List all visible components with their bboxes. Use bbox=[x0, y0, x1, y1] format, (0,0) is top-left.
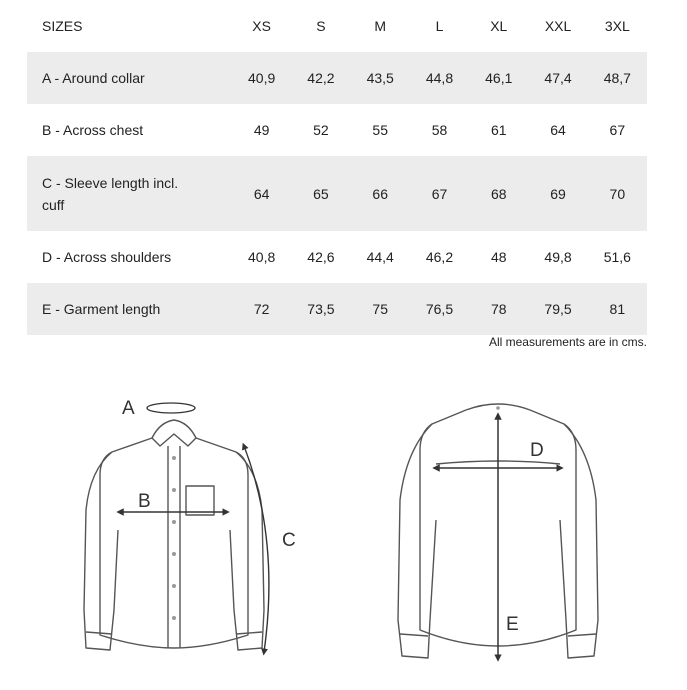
cell-value: 69 bbox=[550, 185, 566, 202]
table-row bbox=[27, 283, 647, 335]
cell-value: 67 bbox=[431, 185, 448, 202]
cell-value: 75 bbox=[372, 301, 388, 317]
label-e: E bbox=[506, 614, 519, 635]
cell-value: 66 bbox=[372, 185, 388, 202]
cell-value: 48 bbox=[490, 249, 507, 265]
cell-value: 44,8 bbox=[425, 70, 454, 86]
label-a: A bbox=[122, 398, 135, 419]
cell-value: 49 bbox=[253, 122, 270, 138]
label-c: C bbox=[282, 530, 296, 551]
cell-value: 68 bbox=[490, 185, 507, 202]
shirt-measurement-diagram bbox=[0, 380, 687, 680]
cell-value: 49,8 bbox=[544, 249, 572, 265]
header-xxl: XXL bbox=[544, 18, 572, 34]
label-b: B bbox=[138, 491, 151, 512]
size-chart-table bbox=[27, 0, 647, 335]
cell-value: 55 bbox=[372, 122, 388, 138]
cell-value: 79,5 bbox=[544, 301, 572, 317]
cell-value: 48,7 bbox=[603, 70, 631, 86]
label-d: D bbox=[530, 440, 544, 461]
cell-value: 43,5 bbox=[366, 70, 394, 86]
header-l: L bbox=[435, 18, 444, 34]
table-row bbox=[27, 104, 647, 156]
row-label: E - Garment length bbox=[42, 301, 161, 317]
cell-value: 58 bbox=[431, 122, 448, 138]
header-xs: XS bbox=[252, 18, 271, 34]
table-row bbox=[27, 52, 647, 104]
table-row bbox=[27, 231, 647, 283]
header-sizes: SIZES bbox=[42, 18, 83, 34]
cell-value: 46,2 bbox=[425, 249, 454, 265]
cell-value: 67 bbox=[609, 122, 626, 138]
cell-value: 70 bbox=[609, 185, 626, 202]
cell-value: 40,8 bbox=[248, 249, 276, 265]
cell-value: 76,5 bbox=[425, 301, 454, 317]
cell-value: 64 bbox=[253, 185, 270, 202]
header-m: M bbox=[374, 18, 387, 34]
row-label: D - Across shoulders bbox=[42, 249, 172, 265]
table-header-row bbox=[27, 0, 647, 52]
cell-value: 61 bbox=[490, 122, 507, 138]
cell-value: 73,5 bbox=[307, 301, 335, 317]
collar-measure-ellipse bbox=[147, 403, 195, 413]
cell-value: 47,4 bbox=[544, 70, 572, 86]
cell-value: 64 bbox=[550, 122, 566, 138]
cell-value: 51,6 bbox=[603, 249, 631, 265]
row-label: A - Around collar bbox=[42, 70, 145, 86]
row-label: C - Sleeve length incl. cuff bbox=[42, 174, 179, 213]
shirt-front-buttons bbox=[172, 456, 176, 620]
shirt-front-drawing bbox=[84, 420, 264, 650]
cell-value: 65 bbox=[313, 185, 329, 202]
cell-value: 78 bbox=[490, 301, 507, 317]
cell-value: 40,9 bbox=[248, 70, 276, 86]
measurement-note: All measurements are in cms. bbox=[488, 335, 647, 349]
cell-value: 72 bbox=[253, 301, 270, 317]
cell-value: 46,1 bbox=[485, 70, 513, 86]
table-row bbox=[27, 156, 647, 231]
cell-value: 42,2 bbox=[307, 70, 335, 86]
cell-value: 42,6 bbox=[307, 249, 335, 265]
header-s: S bbox=[316, 18, 326, 34]
cell-value: 81 bbox=[609, 301, 626, 317]
back-collar-button bbox=[496, 406, 500, 410]
cell-value: 52 bbox=[313, 122, 329, 138]
cell-value: 44,4 bbox=[366, 249, 394, 265]
row-label: B - Across chest bbox=[42, 122, 144, 138]
header-3xl: 3XL bbox=[604, 18, 630, 34]
header-xl: XL bbox=[490, 18, 508, 34]
